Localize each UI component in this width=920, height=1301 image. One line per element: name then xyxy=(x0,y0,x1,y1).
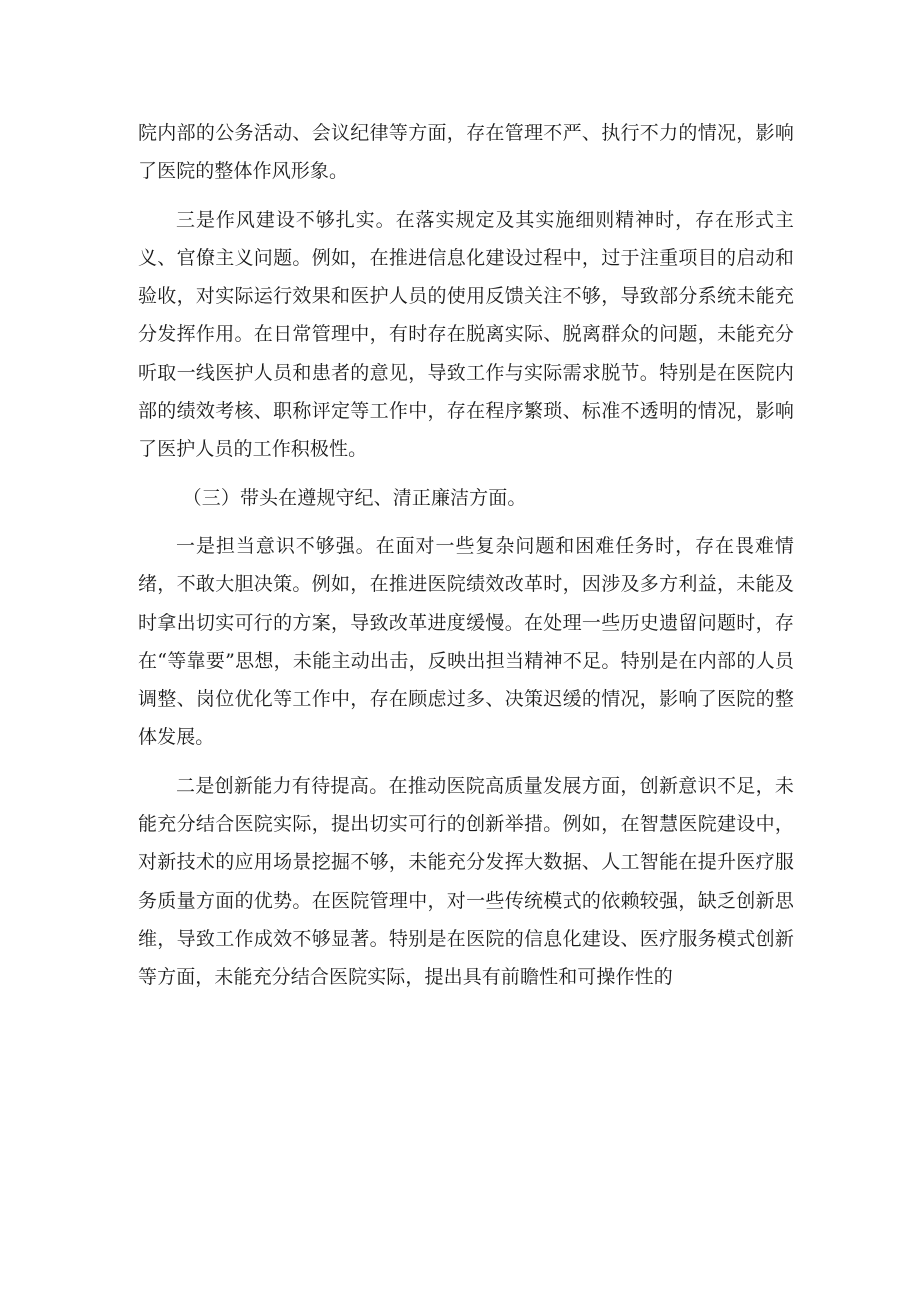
paragraph-responsibility-issue: 一是担当意识不够强。在面对一些复杂问题和困难任务时，存在畏难情绪，不敢大胆决策。例如，在推进医院绩效改革时，因涉及多方利益，未能及时拿出切实可行的方案，导致改革进度缓慢。在处理一些历史遗留问题时，存在“等靠要”思想，未能主动出击，反映出担当精神不足。特别是在内部的人员调整、岗位优化等工作中，存在顾虑过多、决策迟缓的情况，影响了医院的整体发展。 xyxy=(138,534,794,749)
paragraph-innovation-issue: 二是创新能力有待提高。在推动医院高质量发展方面，创新意识不足，未能充分结合医院实际，提出切实可行的创新举措。例如，在智慧医院建设中，对新技术的应用场景挖掘不够，未能充分发挥大数据、人工智能在提升医疗服务质量方面的优势。在医院管理中，对一些传统模式的依赖较强，缺乏创新思维，导致工作成效不够显著。特别是在医院的信息化建设、医疗服务模式创新等方面，未能充分结合医院实际，提出具有前瞻性和可操作性的 xyxy=(138,774,794,989)
document-body xyxy=(138,114,794,1007)
paragraph-style-issue: 三是作风建设不够扎实。在落实规定及其实施细则精神时，存在形式主义、官僚主义问题。例如，在推进信息化建设过程中，过于注重项目的启动和验收，对实际运行效果和医护人员的使用反馈关注不够，导致部分系统未能充分发挥作用。在日常管理中，有时存在脱离实际、脱离群众的问题，未能充分听取一线医护人员和患者的意见，导致工作与实际需求脱节。特别是在医院内部的绩效考核、职称评定等工作中，存在程序繁琐、标准不透明的情况，影响了医护人员的工作积极性。 xyxy=(138,208,794,461)
section-heading: （三）带头在遵规守纪、清正廉洁方面。 xyxy=(182,486,527,509)
paragraph-continuation: 院内部的公务活动、会议纪律等方面，存在管理不严、执行不力的情况，影响了医院的整体作风形象。 xyxy=(138,122,794,183)
